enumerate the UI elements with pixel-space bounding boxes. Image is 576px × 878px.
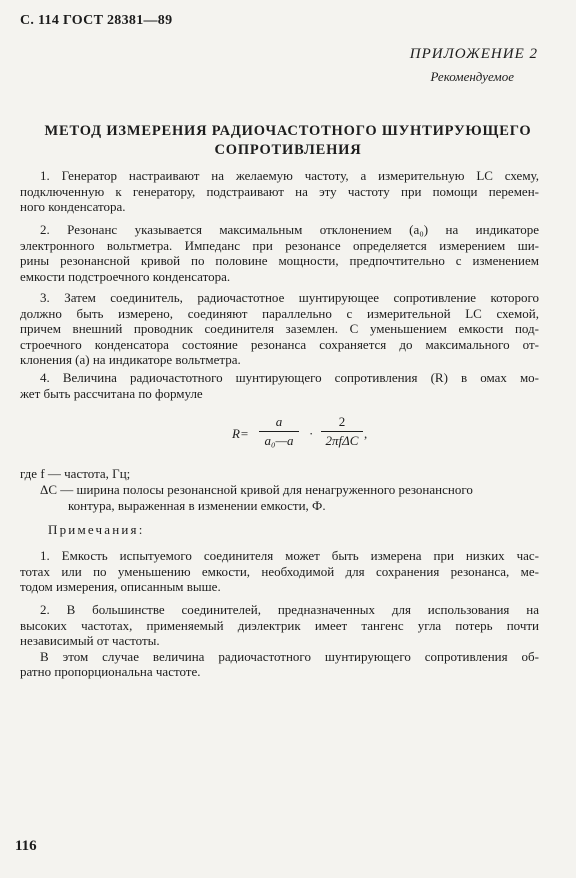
notes-heading: Примечания:	[48, 522, 145, 537]
text-line: тодом измерения, описанным выше.	[20, 579, 221, 595]
page-number: 116	[15, 838, 37, 854]
appendix-subtitle: Рекомендуемое	[430, 69, 514, 84]
fraction-numerator: 2	[321, 414, 363, 432]
text-line: контура, выраженная в изменении емкости, Ф.	[68, 497, 326, 513]
section-title-line-2: СОПРОТИВЛЕНИЯ	[214, 142, 362, 158]
page-header: С. 114 ГОСТ 28381—89	[20, 13, 173, 28]
paragraph-1	[20, 168, 539, 215]
text-line: 3. Затем соединитель, радиочастотное шунтирующее сопротивление которого	[40, 290, 539, 305]
fraction-denominator: a₀—a	[264, 433, 294, 448]
text-line: В этом случае величина радиочастотного шунтирующего сопротивления об-	[40, 648, 539, 664]
text-line: 2. Резонанс указывается максимальным отклонением (a₀) на индикаторе	[40, 222, 539, 237]
text-line: должно быть измерено, соединяют параллельно с измерительной LC схемой,	[20, 305, 539, 321]
text-line: электронного вольтметра. Импеданс при резонансе определяется измерением ши-	[20, 237, 539, 253]
text-line: жет быть рассчитана по формуле	[20, 385, 203, 401]
text-line: 1. Генератор настраивают на желаемую частоту, а измерительную LC схему,	[40, 168, 539, 183]
text-line: клонения (a) на индикаторе вольтметра.	[20, 352, 241, 368]
text-line: тотах или по уменьшению емкости, необходимой для сохранения резонанса, ме-	[20, 563, 539, 579]
text-line: ΔC — ширина полосы резонансной кривой для ненагруженного резонансного	[40, 482, 473, 497]
section-title	[0, 122, 576, 160]
note-1	[20, 548, 539, 595]
text-line: строечного конденсатора состояние резонанса сохраняется до максимального от-	[20, 336, 539, 352]
where-line: где f — частота, Гц;	[20, 466, 131, 481]
formula-fraction-1	[259, 414, 299, 449]
where-definition	[40, 482, 539, 513]
multiplication-dot: ·	[309, 426, 314, 441]
section-title-line-1: МЕТОД ИЗМЕРЕНИЯ РАДИОЧАСТОТНОГО ШУНТИРУЮЩЕГО	[44, 123, 532, 139]
fraction-denominator: 2πfΔC	[325, 433, 359, 448]
paragraph-2	[20, 222, 539, 284]
formula-lhs: R=	[232, 426, 249, 441]
text-line: независимый от частоты.	[20, 633, 160, 649]
text-line: причем внешний проводник соединителя заземлен. С уменьшением емкости под-	[20, 321, 539, 337]
text-line: ратно пропорциональна частоте.	[20, 664, 201, 680]
text-line: емкости подстроечного конденсатора.	[20, 268, 231, 284]
formula-comma: ,	[364, 426, 368, 441]
text-line: ного конденсатора.	[20, 199, 126, 215]
text-line: 4. Величина радиочастотного шунтирующего сопротивления (R) в омах мо-	[40, 370, 539, 385]
paragraph-4	[20, 370, 539, 401]
fraction-numerator: a	[259, 414, 299, 432]
appendix-title: ПРИЛОЖЕНИЕ 2	[409, 46, 538, 62]
text-line: подключенную к генератору, подстраивают на эту частоту при помощи перемен-	[20, 183, 539, 199]
text-line: 2. В большинстве соединителей, предназначенных для использования на	[40, 602, 539, 617]
paragraph-3	[20, 290, 539, 368]
text-line: рины резонансной кривой по половине мощности, предпочтительно с изменением	[20, 253, 539, 269]
note-2	[20, 602, 539, 680]
formula-fraction-2	[321, 414, 363, 449]
text-line: высоких частотах, применяемый диэлектрик имеет тангенс угла потерь почти	[20, 617, 539, 633]
text-line: 1. Емкость испытуемого соединителя может быть измерена при низких час-	[40, 548, 539, 563]
